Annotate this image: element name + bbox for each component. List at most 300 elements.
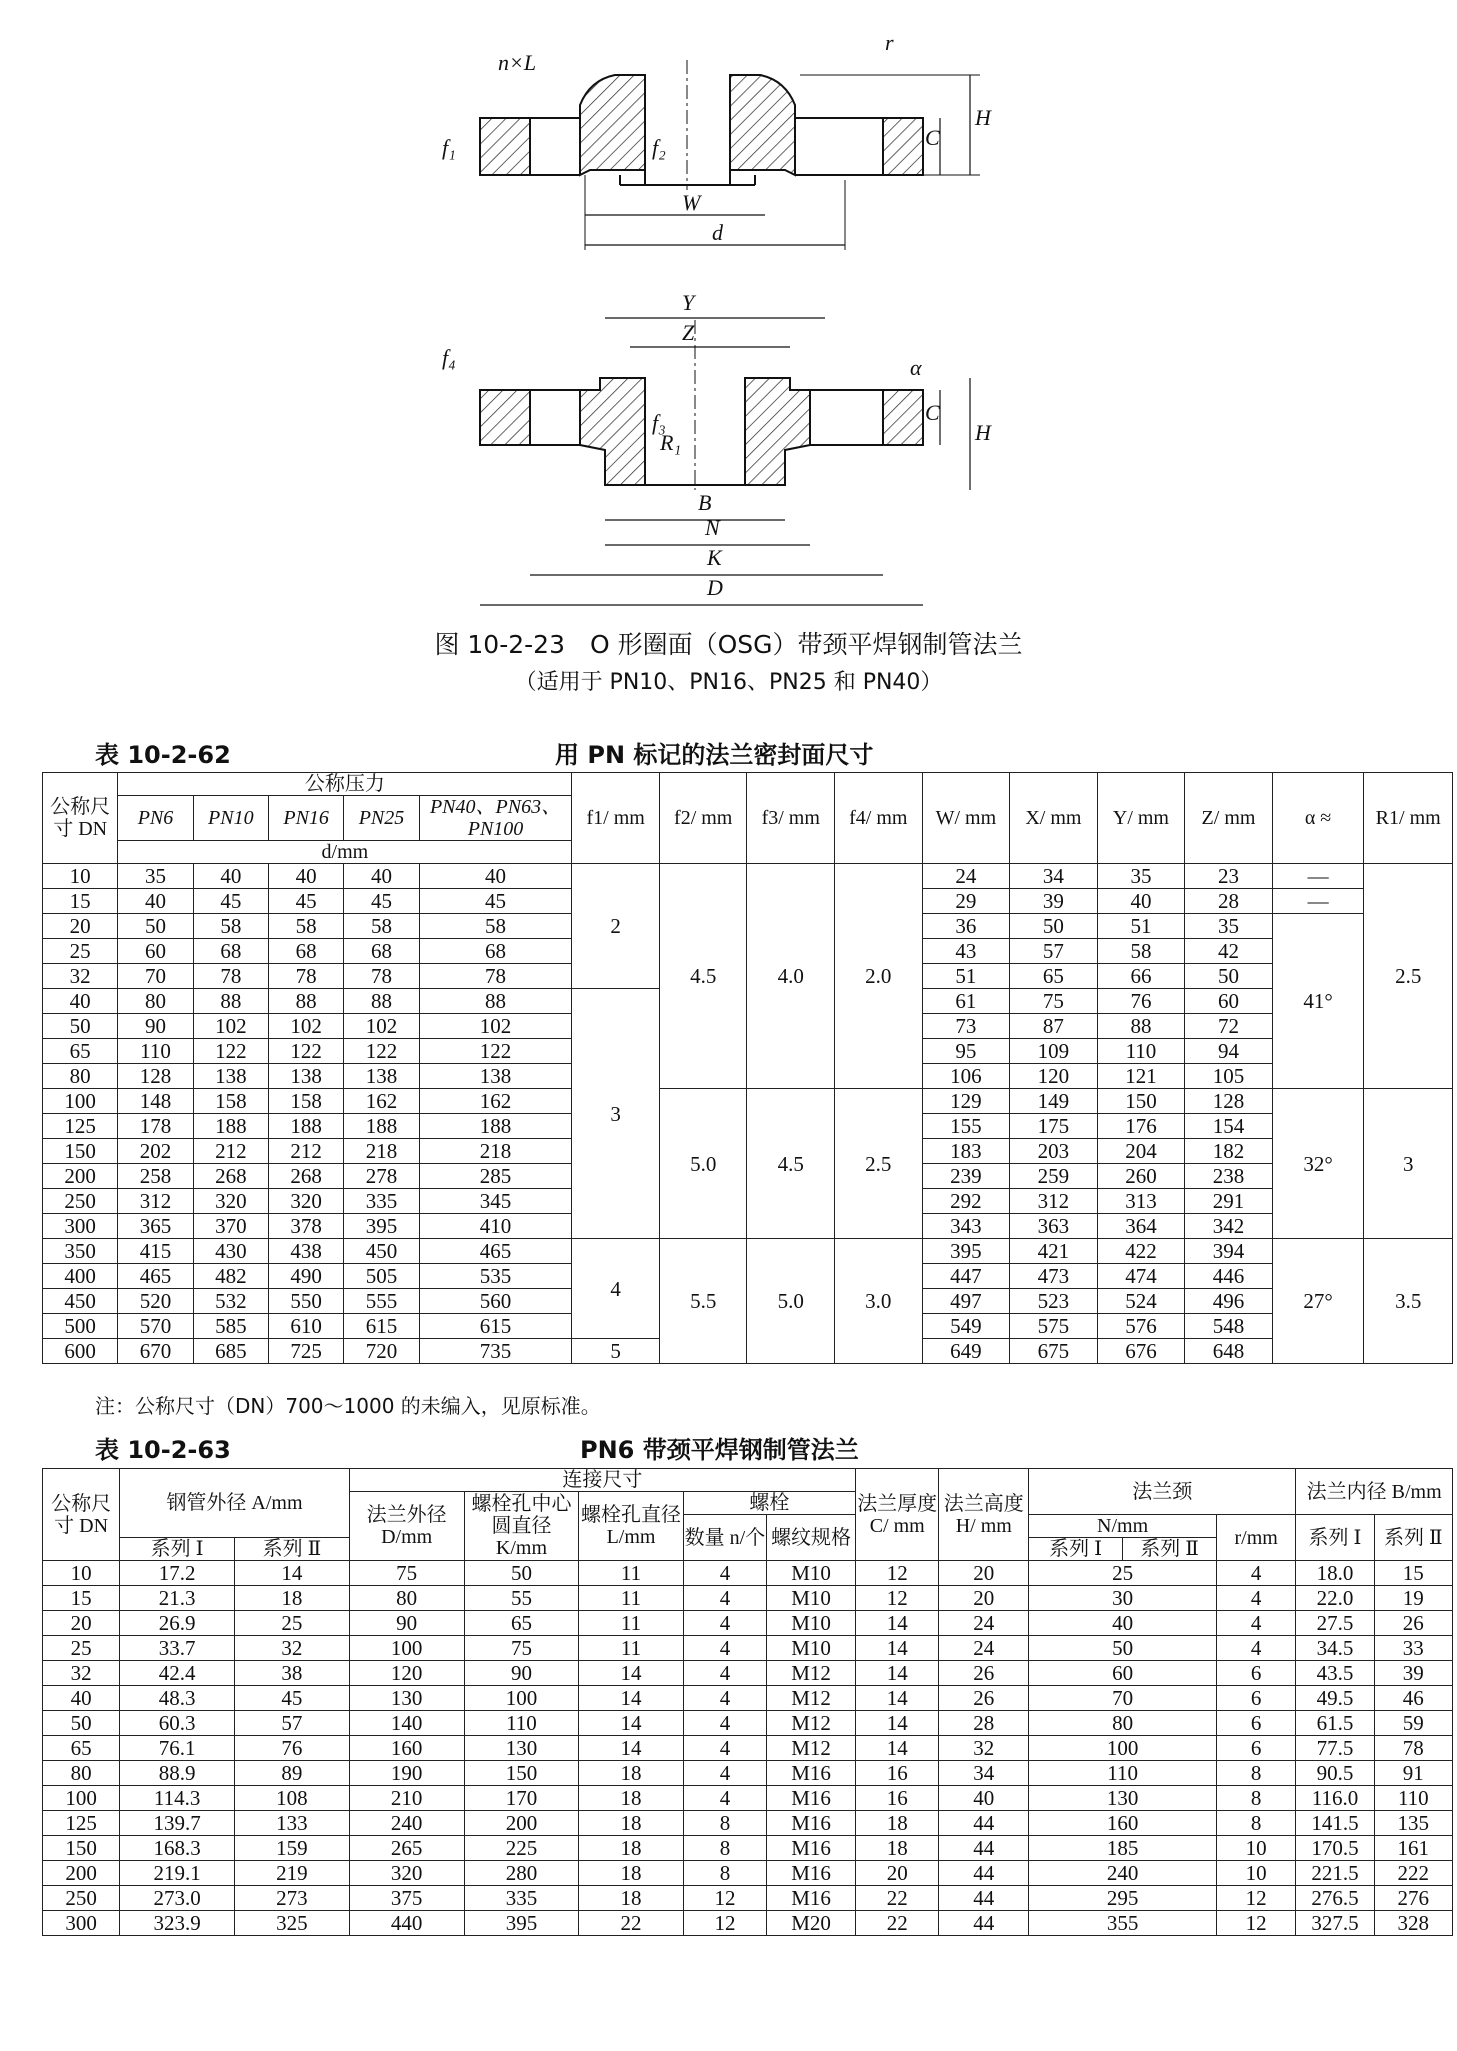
table-cell: 178 — [118, 1114, 193, 1139]
table-cell: 27.5 — [1296, 1611, 1374, 1636]
table-cell: 70 — [1029, 1686, 1217, 1711]
table-cell: 273.0 — [120, 1886, 235, 1911]
table-cell: M10 — [767, 1561, 856, 1586]
table-cell: 225 — [464, 1836, 579, 1861]
table-cell: 80 — [1029, 1711, 1217, 1736]
table-cell: 45 — [235, 1686, 350, 1711]
table-cell: 90 — [464, 1661, 579, 1686]
svg-text:Y: Y — [682, 290, 695, 315]
table-cell: 32 — [939, 1736, 1029, 1761]
table-cell: 212 — [193, 1139, 268, 1164]
table-cell: 4.0 — [747, 864, 835, 1089]
table-cell: 161 — [1374, 1836, 1452, 1861]
table-cell: M10 — [767, 1586, 856, 1611]
table-cell: 268 — [193, 1164, 268, 1189]
table-cell: 4 — [683, 1736, 766, 1761]
table-row — [43, 1811, 1453, 1836]
table-cell: 170.5 — [1296, 1836, 1374, 1861]
table-cell: 500 — [43, 1314, 118, 1339]
table-cell: 312 — [118, 1189, 193, 1214]
table-cell: 10 — [43, 864, 118, 889]
table-cell: 4 — [683, 1636, 766, 1661]
table-row — [43, 1636, 1453, 1661]
table-cell: 5.0 — [659, 1089, 747, 1239]
table-cell: 41° — [1272, 914, 1364, 1089]
table-cell: M12 — [767, 1711, 856, 1736]
svg-text:C: C — [925, 125, 940, 150]
table-cell: 19 — [1374, 1586, 1452, 1611]
t2-header-d: 法兰外径 D/mm — [349, 1492, 464, 1561]
table-cell: 148 — [118, 1089, 193, 1114]
header-d-unit: d/mm — [118, 841, 572, 864]
table-cell: 2 — [572, 864, 660, 989]
table-cell: 100 — [43, 1786, 120, 1811]
table-cell: 327.5 — [1296, 1911, 1374, 1936]
table-cell: 80 — [43, 1761, 120, 1786]
table-cell: 465 — [419, 1239, 572, 1264]
header-w: W/ mm — [922, 773, 1010, 864]
table-cell: 188 — [193, 1114, 268, 1139]
table-cell: 2.0 — [835, 864, 923, 1089]
table-cell: 50 — [118, 914, 193, 939]
table-cell: 218 — [419, 1139, 572, 1164]
table-cell: 90 — [118, 1014, 193, 1039]
table-row — [43, 1761, 1453, 1786]
table-row — [43, 1911, 1453, 1936]
table-cell: 50 — [43, 1014, 118, 1039]
table-cell: 40 — [1029, 1611, 1217, 1636]
table-cell: 219 — [235, 1861, 350, 1886]
table-cell: 576 — [1097, 1314, 1185, 1339]
table-cell: 350 — [43, 1239, 118, 1264]
table-cell: M16 — [767, 1836, 856, 1861]
table-cell: 110 — [1374, 1786, 1452, 1811]
svg-text:r: r — [885, 30, 894, 55]
table-cell: 105 — [1185, 1064, 1273, 1089]
table-cell: 155 — [922, 1114, 1010, 1139]
table-cell: 26 — [1374, 1611, 1452, 1636]
table-cell: 40 — [419, 864, 572, 889]
table-cell: 149 — [1010, 1089, 1098, 1114]
table-cell: 110 — [118, 1039, 193, 1064]
svg-text:N: N — [705, 515, 720, 540]
table-cell: 32 — [43, 964, 118, 989]
table-cell: 18 — [579, 1861, 683, 1886]
table-cell: 40 — [344, 864, 419, 889]
flange-sealing-face-table — [42, 772, 1453, 1364]
table-cell: 43.5 — [1296, 1661, 1374, 1686]
header-dn: 公称尺寸 DN — [43, 773, 118, 864]
table-cell: 292 — [922, 1189, 1010, 1214]
table-cell: 446 — [1185, 1264, 1273, 1289]
header-y: Y/ mm — [1097, 773, 1185, 864]
table-cell: 28 — [939, 1711, 1029, 1736]
table-cell: 342 — [1185, 1214, 1273, 1239]
table-cell: 6 — [1217, 1711, 1296, 1736]
table-cell: 12 — [855, 1561, 938, 1586]
table-cell: 14 — [579, 1736, 683, 1761]
table-cell: 50 — [1029, 1636, 1217, 1661]
table-cell: 72 — [1185, 1014, 1273, 1039]
svg-text:f₃: f₃ — [652, 410, 666, 435]
table-cell: 4 — [683, 1611, 766, 1636]
table-cell: 14 — [855, 1661, 938, 1686]
table-cell: 76 — [1097, 989, 1185, 1014]
table-cell: 200 — [43, 1861, 120, 1886]
table-cell: 175 — [1010, 1114, 1098, 1139]
table-cell: 109 — [1010, 1039, 1098, 1064]
table-cell: M12 — [767, 1686, 856, 1711]
table-cell: 34.5 — [1296, 1636, 1374, 1661]
table-cell: 3 — [572, 989, 660, 1239]
table-cell: 335 — [464, 1886, 579, 1911]
table-cell: 122 — [419, 1039, 572, 1064]
svg-text:W: W — [682, 190, 701, 215]
table-cell: 121 — [1097, 1064, 1185, 1089]
table-cell: 276.5 — [1296, 1886, 1374, 1911]
table-cell: 415 — [118, 1239, 193, 1264]
table-cell: 25 — [1029, 1561, 1217, 1586]
table-cell: 122 — [344, 1039, 419, 1064]
table-cell: 51 — [922, 964, 1010, 989]
table-cell: 40 — [193, 864, 268, 889]
t2-header-h: 法兰高度 H/ mm — [939, 1469, 1029, 1561]
table-cell: M12 — [767, 1736, 856, 1761]
table-cell: 50 — [1185, 964, 1273, 989]
table1-note: 注：公称尺寸（DN）700～1000 的未编入，见原标准。 — [95, 1394, 601, 1418]
table-cell: 676 — [1097, 1339, 1185, 1364]
table-cell: 6 — [1217, 1686, 1296, 1711]
table-cell: 176 — [1097, 1114, 1185, 1139]
table-cell: 4 — [572, 1239, 660, 1339]
table-cell: 100 — [43, 1089, 118, 1114]
table-cell: 190 — [349, 1761, 464, 1786]
table-cell: 78 — [419, 964, 572, 989]
table-cell: 4 — [683, 1786, 766, 1811]
t2-header-thread: 螺纹规格 — [767, 1515, 856, 1561]
table-cell: 65 — [43, 1039, 118, 1064]
flange-drawing — [420, 20, 1020, 620]
table-cell: 22 — [579, 1911, 683, 1936]
table-cell: 219.1 — [120, 1861, 235, 1886]
table-cell: — — [1272, 889, 1364, 914]
table-cell: M10 — [767, 1611, 856, 1636]
table-cell: 182 — [1185, 1139, 1273, 1164]
figure-caption: 图 10-2-23 O 形圈面（OSG）带颈平焊钢制管法兰 — [434, 630, 1023, 659]
table-cell: M16 — [767, 1761, 856, 1786]
table-cell: 102 — [344, 1014, 419, 1039]
table-cell: 78 — [1374, 1736, 1452, 1761]
table-cell: 280 — [464, 1861, 579, 1886]
table-cell: 685 — [193, 1339, 268, 1364]
t2-header-l: 螺栓孔直径 L/mm — [579, 1492, 683, 1561]
t2-header-k: 螺栓孔中心圆直径 K/mm — [464, 1492, 579, 1561]
t2-header-neck-n: N/mm — [1029, 1515, 1217, 1538]
table-cell: 40 — [1097, 889, 1185, 914]
table-cell: 17.2 — [120, 1561, 235, 1586]
table-cell: 73 — [922, 1014, 1010, 1039]
svg-text:f₄: f₄ — [442, 345, 456, 370]
table-cell: 44 — [939, 1911, 1029, 1936]
table-cell: 260 — [1097, 1164, 1185, 1189]
table-cell: 8 — [1217, 1761, 1296, 1786]
table-cell: 50 — [1010, 914, 1098, 939]
table-cell: 221.5 — [1296, 1861, 1374, 1886]
table-cell: 65 — [1010, 964, 1098, 989]
table-cell: 549 — [922, 1314, 1010, 1339]
t2-header-c: 法兰厚度 C/ mm — [855, 1469, 938, 1561]
table-cell: 258 — [118, 1164, 193, 1189]
table-cell: 22 — [855, 1886, 938, 1911]
svg-text:K: K — [707, 545, 722, 570]
table-cell: 139.7 — [120, 1811, 235, 1836]
table-cell: 11 — [579, 1636, 683, 1661]
table-cell: 25 — [43, 1636, 120, 1661]
table-cell: 35 — [118, 864, 193, 889]
table-cell: 120 — [349, 1661, 464, 1686]
table-cell: 18 — [855, 1811, 938, 1836]
table-cell: 291 — [1185, 1189, 1273, 1214]
table-cell: 26.9 — [120, 1611, 235, 1636]
header-z: Z/ mm — [1185, 773, 1273, 864]
table-cell: 14 — [855, 1636, 938, 1661]
table-cell: 32° — [1272, 1089, 1364, 1239]
t2-header-a-s2: 系列 Ⅱ — [235, 1538, 350, 1561]
table-cell: 450 — [43, 1289, 118, 1314]
table-cell: 57 — [1010, 939, 1098, 964]
table-cell: 10 — [43, 1561, 120, 1586]
table-cell: 94 — [1185, 1039, 1273, 1064]
table-cell: 160 — [1029, 1811, 1217, 1836]
table-cell: 43 — [922, 939, 1010, 964]
table-cell: 320 — [349, 1861, 464, 1886]
table-cell: 40 — [939, 1786, 1029, 1811]
table-cell: 42 — [1185, 939, 1273, 964]
t2-header-neck: 法兰颈 — [1029, 1469, 1296, 1515]
table-cell: 735 — [419, 1339, 572, 1364]
table-cell: 560 — [419, 1289, 572, 1314]
table-cell: 202 — [118, 1139, 193, 1164]
table-cell: 24 — [939, 1636, 1029, 1661]
table-cell: 33.7 — [120, 1636, 235, 1661]
table-cell: 110 — [1097, 1039, 1185, 1064]
table-cell: 32 — [235, 1636, 350, 1661]
table-cell: 68 — [193, 939, 268, 964]
table-cell: 150 — [43, 1139, 118, 1164]
table-cell: 450 — [344, 1239, 419, 1264]
table-cell: 410 — [419, 1214, 572, 1239]
table-row — [43, 1586, 1453, 1611]
table-cell: 438 — [268, 1239, 343, 1264]
table-cell: 550 — [268, 1289, 343, 1314]
table-cell: 210 — [349, 1786, 464, 1811]
table-cell: 57 — [235, 1711, 350, 1736]
table-cell: 138 — [193, 1064, 268, 1089]
table-cell: 45 — [193, 889, 268, 914]
svg-text:D: D — [707, 575, 723, 600]
table-cell: 183 — [922, 1139, 1010, 1164]
table-cell: 14 — [855, 1686, 938, 1711]
table-cell: 615 — [344, 1314, 419, 1339]
table-cell: 20 — [43, 1611, 120, 1636]
table-cell: 524 — [1097, 1289, 1185, 1314]
table-cell: 25 — [235, 1611, 350, 1636]
table-cell: 18 — [579, 1761, 683, 1786]
table-cell: M16 — [767, 1786, 856, 1811]
table-cell: 447 — [922, 1264, 1010, 1289]
table-cell: 80 — [349, 1586, 464, 1611]
table-cell: 555 — [344, 1289, 419, 1314]
table-cell: 14 — [855, 1736, 938, 1761]
table-cell: 395 — [922, 1239, 1010, 1264]
table-cell: 5 — [572, 1339, 660, 1364]
table-cell: 18 — [579, 1836, 683, 1861]
table-cell: 5.0 — [747, 1239, 835, 1364]
table-cell: 49.5 — [1296, 1686, 1374, 1711]
table-cell: 295 — [1029, 1886, 1217, 1911]
table-cell: 88.9 — [120, 1761, 235, 1786]
table-cell: 44 — [939, 1811, 1029, 1836]
table-cell: 4 — [683, 1711, 766, 1736]
table-cell: 600 — [43, 1339, 118, 1364]
table-cell: 61.5 — [1296, 1711, 1374, 1736]
table-cell: 138 — [419, 1064, 572, 1089]
table-cell: 45 — [268, 889, 343, 914]
table-cell: 20 — [855, 1861, 938, 1886]
table-cell: 474 — [1097, 1264, 1185, 1289]
table-cell: 128 — [1185, 1089, 1273, 1114]
table-cell: 68 — [419, 939, 572, 964]
table-cell: 4 — [1217, 1636, 1296, 1661]
table-cell: 325 — [235, 1911, 350, 1936]
table-cell: 188 — [268, 1114, 343, 1139]
table-cell: 75 — [349, 1561, 464, 1586]
table-cell: 300 — [43, 1911, 120, 1936]
table-cell: 58 — [1097, 939, 1185, 964]
table-cell: 116.0 — [1296, 1786, 1374, 1811]
table-cell: 8 — [683, 1861, 766, 1886]
table-cell: 125 — [43, 1811, 120, 1836]
table-cell: 300 — [43, 1214, 118, 1239]
table-cell: 65 — [43, 1736, 120, 1761]
table-cell: 496 — [1185, 1289, 1273, 1314]
table-cell: 430 — [193, 1239, 268, 1264]
table-row — [43, 1736, 1453, 1761]
table-cell: 88 — [344, 989, 419, 1014]
table-cell: 725 — [268, 1339, 343, 1364]
table-cell: 100 — [464, 1686, 579, 1711]
table-cell: 34 — [1010, 864, 1098, 889]
table-cell: 40 — [268, 864, 343, 889]
table-cell: 323.9 — [120, 1911, 235, 1936]
header-x: X/ mm — [1010, 773, 1098, 864]
table-cell: 4 — [1217, 1561, 1296, 1586]
table-cell: 3 — [1364, 1089, 1453, 1239]
table-cell: 114.3 — [120, 1786, 235, 1811]
t2-header-b-s2: 系列 Ⅱ — [1374, 1515, 1452, 1561]
svg-text:B: B — [698, 490, 712, 515]
table-cell: 95 — [922, 1039, 1010, 1064]
table-cell: 159 — [235, 1836, 350, 1861]
table-cell: 4 — [683, 1686, 766, 1711]
table-cell: M10 — [767, 1636, 856, 1661]
table-cell: 44 — [939, 1886, 1029, 1911]
table-cell: 18 — [855, 1836, 938, 1861]
table-cell: 60.3 — [120, 1711, 235, 1736]
table-row — [43, 1661, 1453, 1686]
table-cell: 4 — [683, 1561, 766, 1586]
table-cell: 250 — [43, 1189, 118, 1214]
table-cell: 75 — [1010, 989, 1098, 1014]
table-cell: 720 — [344, 1339, 419, 1364]
header-pn6: PN6 — [118, 796, 193, 841]
table-cell: 12 — [683, 1911, 766, 1936]
svg-text:Z: Z — [682, 320, 695, 345]
table-cell: 110 — [464, 1711, 579, 1736]
t2-header-b-s1: 系列 Ⅰ — [1296, 1515, 1374, 1561]
table-cell: 14 — [579, 1661, 683, 1686]
table-cell: 150 — [1097, 1089, 1185, 1114]
table-cell: 363 — [1010, 1214, 1098, 1239]
t2-header-n-s2: 系列 Ⅱ — [1123, 1538, 1217, 1561]
table-cell: 4.5 — [659, 864, 747, 1089]
svg-text:f₂: f₂ — [652, 135, 666, 160]
table-cell: 276 — [1374, 1886, 1452, 1911]
table-cell: 6 — [1217, 1661, 1296, 1686]
table-cell: 20 — [939, 1586, 1029, 1611]
table-cell: 138 — [268, 1064, 343, 1089]
table-cell: 76.1 — [120, 1736, 235, 1761]
table-cell: 535 — [419, 1264, 572, 1289]
table-cell: 89 — [235, 1761, 350, 1786]
table-cell: 265 — [349, 1836, 464, 1861]
t2-header-bolt: 螺栓 — [683, 1492, 855, 1515]
table-cell: 140 — [349, 1711, 464, 1736]
table-cell: 585 — [193, 1314, 268, 1339]
table-cell: 45 — [419, 889, 572, 914]
table-cell: 16 — [855, 1786, 938, 1811]
table-cell: 120 — [1010, 1064, 1098, 1089]
table-cell: 14 — [579, 1686, 683, 1711]
table-cell: 24 — [922, 864, 1010, 889]
table-row — [43, 1561, 1453, 1586]
table-cell: 312 — [1010, 1189, 1098, 1214]
table-cell: 12 — [1217, 1886, 1296, 1911]
table-cell: 58 — [419, 914, 572, 939]
table-cell: 59 — [1374, 1711, 1452, 1736]
table-cell: 364 — [1097, 1214, 1185, 1239]
table-cell: 18 — [579, 1811, 683, 1836]
svg-text:α: α — [910, 355, 922, 380]
table-cell: 22.0 — [1296, 1586, 1374, 1611]
table-cell: 548 — [1185, 1314, 1273, 1339]
table-cell: 238 — [1185, 1164, 1273, 1189]
table-cell: 76 — [235, 1736, 350, 1761]
table-row — [43, 1861, 1453, 1886]
pn6-flange-table — [42, 1468, 1453, 1936]
top-flange-section — [480, 60, 980, 250]
table-cell: 343 — [922, 1214, 1010, 1239]
t2-header-r: r/mm — [1217, 1515, 1296, 1561]
table-cell: 60 — [1029, 1661, 1217, 1686]
table-cell: 395 — [464, 1911, 579, 1936]
table-cell: 66 — [1097, 964, 1185, 989]
table-cell: 58 — [193, 914, 268, 939]
table-cell: 122 — [268, 1039, 343, 1064]
table-cell: 44 — [939, 1861, 1029, 1886]
table-cell: 21.3 — [120, 1586, 235, 1611]
table-cell: 345 — [419, 1189, 572, 1214]
